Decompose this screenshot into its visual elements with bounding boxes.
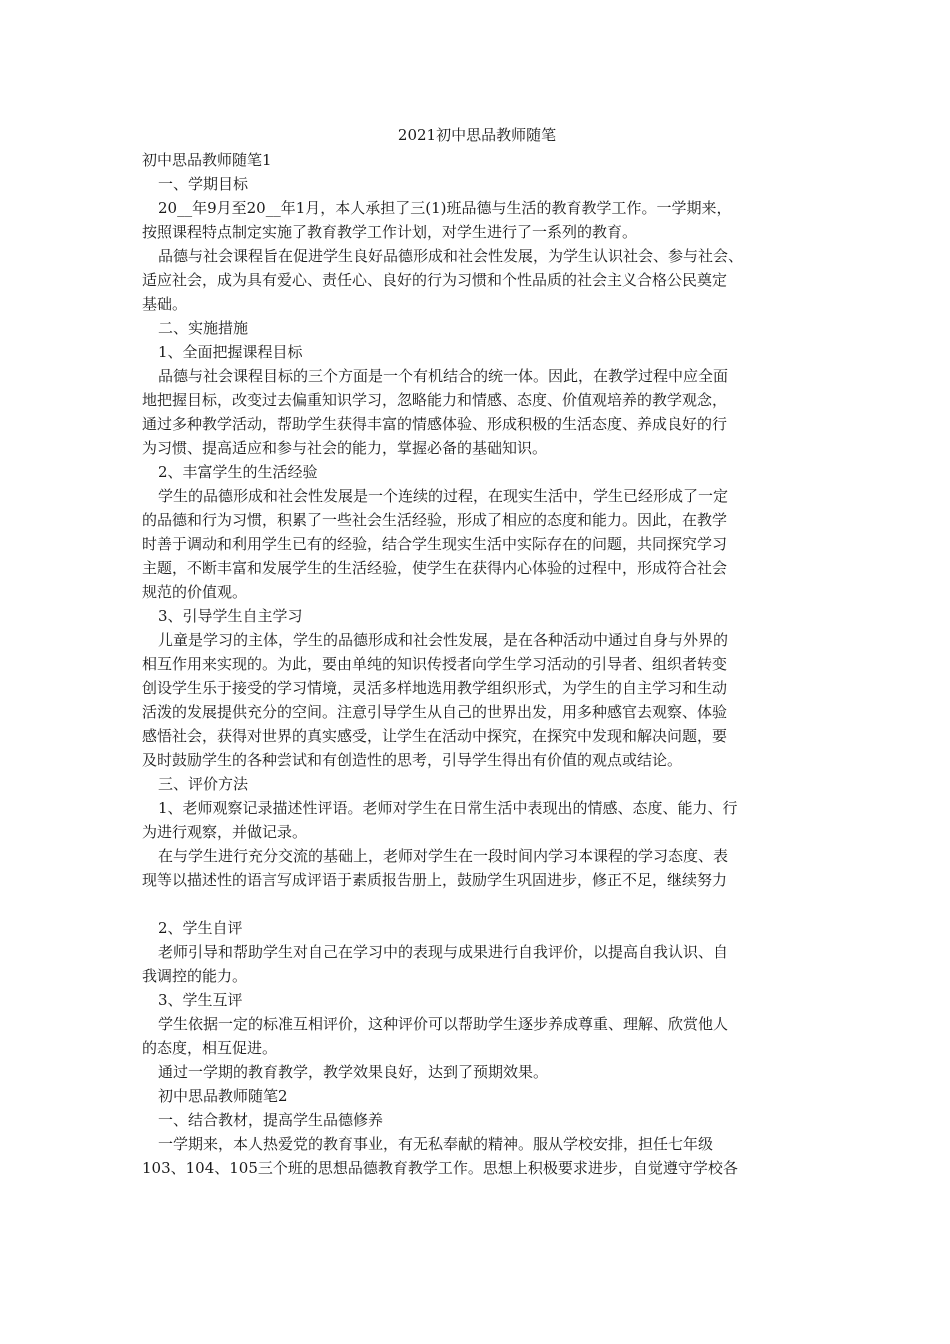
paragraph-line: 二、实施措施 <box>158 319 249 337</box>
paragraph-line: 初中思品教师随笔1 <box>142 151 272 169</box>
paragraph-line: 初中思品教师随笔2 <box>158 1087 288 1105</box>
paragraph-line: 适应社会，成为具有爱心、责任心、良好的行为习惯和个性品质的社会主义合格公民奠定 <box>142 271 728 289</box>
paragraph-line: 为进行观察，并做记录。 <box>142 823 308 841</box>
paragraph-line: 为习惯、提高适应和参与社会的能力，掌握必备的基础知识。 <box>142 439 548 457</box>
paragraph-line: 活泼的发展提供充分的空间。注意引导学生从自己的世界出发，用多种感官去观察、体验 <box>142 703 728 721</box>
paragraph-line: 学生的品德形成和社会性发展是一个连续的过程，在现实生活中，学生已经形成了一定 <box>158 487 729 505</box>
paragraph-line: 品德与社会课程旨在促进学生良好品德形成和社会性发展，为学生认识社会、参与社会、 <box>158 247 744 265</box>
paragraph-line: 3、引导学生自主学习 <box>158 607 303 625</box>
paragraph-line: 1、老师观察记录描述性评语。老师对学生在日常生活中表现出的情感、态度、能力、行 <box>158 799 738 817</box>
blank-line <box>142 892 812 916</box>
paragraph-line: 三、评价方法 <box>158 775 249 793</box>
paragraph-line: 品德与社会课程目标的三个方面是一个有机结合的统一体。因此，在教学过程中应全面 <box>158 367 729 385</box>
document-page <box>142 124 812 1180</box>
paragraph-line: 按照课程特点制定实施了教育教学工作计划，对学生进行了一系列的教育。 <box>142 223 638 241</box>
paragraph-line: 主题，不断丰富和发展学生的生活经验，使学生在获得内心体验的过程中，形成符合社会 <box>142 559 728 577</box>
document-body <box>142 148 812 1180</box>
paragraph-line: 地把握目标，改变过去偏重知识学习，忽略能力和情感、态度、价值观培养的教学观念， <box>142 391 728 409</box>
paragraph-line: 感悟社会，获得对世界的真实感受，让学生在活动中探究，在探究中发现和解决问题，要 <box>142 727 728 745</box>
paragraph-line: 1、全面把握课程目标 <box>158 343 303 361</box>
paragraph-line: 现等以描述性的语言写成评语于素质报告册上，鼓励学生巩固进步，修正不足，继续努力 <box>142 871 728 889</box>
paragraph-line: 儿童是学习的主体，学生的品德形成和社会性发展，是在各种活动中通过自身与外界的 <box>158 631 729 649</box>
paragraph-line: 创设学生乐于接受的学习情境，灵活多样地选用教学组织形式，为学生的自主学习和生动 <box>142 679 728 697</box>
paragraph-line: 20__年9月至20__年1月，本人承担了三(1)班品德与生活的教育教学工作。一学期来， <box>158 199 732 217</box>
paragraph-line: 在与学生进行充分交流的基础上，老师对学生在一段时间内学习本课程的学习态度、表 <box>158 847 729 865</box>
paragraph-line: 我调控的能力。 <box>142 967 248 985</box>
paragraph-line: 时善于调动和利用学生已有的经验，结合学生现实生活中实际存在的问题，共同探究学习 <box>142 535 728 553</box>
paragraph-line: 一、结合教材，提高学生品德修养 <box>158 1111 384 1129</box>
paragraph-line: 老师引导和帮助学生对自己在学习中的表现与成果进行自我评价，以提高自我认识、自 <box>158 943 729 961</box>
paragraph-line: 3、学生互评 <box>158 991 243 1009</box>
paragraph-line: 2、丰富学生的生活经验 <box>158 463 318 481</box>
paragraph-line: 规范的价值观。 <box>142 583 248 601</box>
paragraph-line: 2、学生自评 <box>158 919 243 937</box>
paragraph-line: 学生依据一定的标准互相评价，这种评价可以帮助学生逐步养成尊重、理解、欣赏他人 <box>158 1015 729 1033</box>
document-title: 2021初中思品教师随笔 <box>397 126 557 144</box>
paragraph-line: 基础。 <box>142 295 188 313</box>
paragraph-line: 的态度，相互促进。 <box>142 1039 278 1057</box>
paragraph-line: 相互作用来实现的。为此，要由单纯的知识传授者向学生学习活动的引导者、组织者转变 <box>142 655 728 673</box>
paragraph-line: 的品德和行为习惯，积累了一些社会生活经验，形成了相应的态度和能力。因此，在教学 <box>142 511 728 529</box>
paragraph-line: 一、学期目标 <box>158 175 249 193</box>
paragraph-line: 通过多种教学活动，帮助学生获得丰富的情感体验、形成积极的生活态度、养成良好的行 <box>142 415 728 433</box>
paragraph-line: 103、104、105三个班的思想品德教育教学工作。思想上积极要求进步，自觉遵守学校各 <box>142 1159 738 1177</box>
paragraph-line: 一学期来，本人热爱党的教育事业，有无私奉献的精神。服从学校安排，担任七年级 <box>158 1135 714 1153</box>
paragraph-line: 通过一学期的教育教学，教学效果良好，达到了预期效果。 <box>158 1063 549 1081</box>
paragraph-line: 及时鼓励学生的各种尝试和有创造性的思考，引导学生得出有价值的观点或结论。 <box>142 751 683 769</box>
